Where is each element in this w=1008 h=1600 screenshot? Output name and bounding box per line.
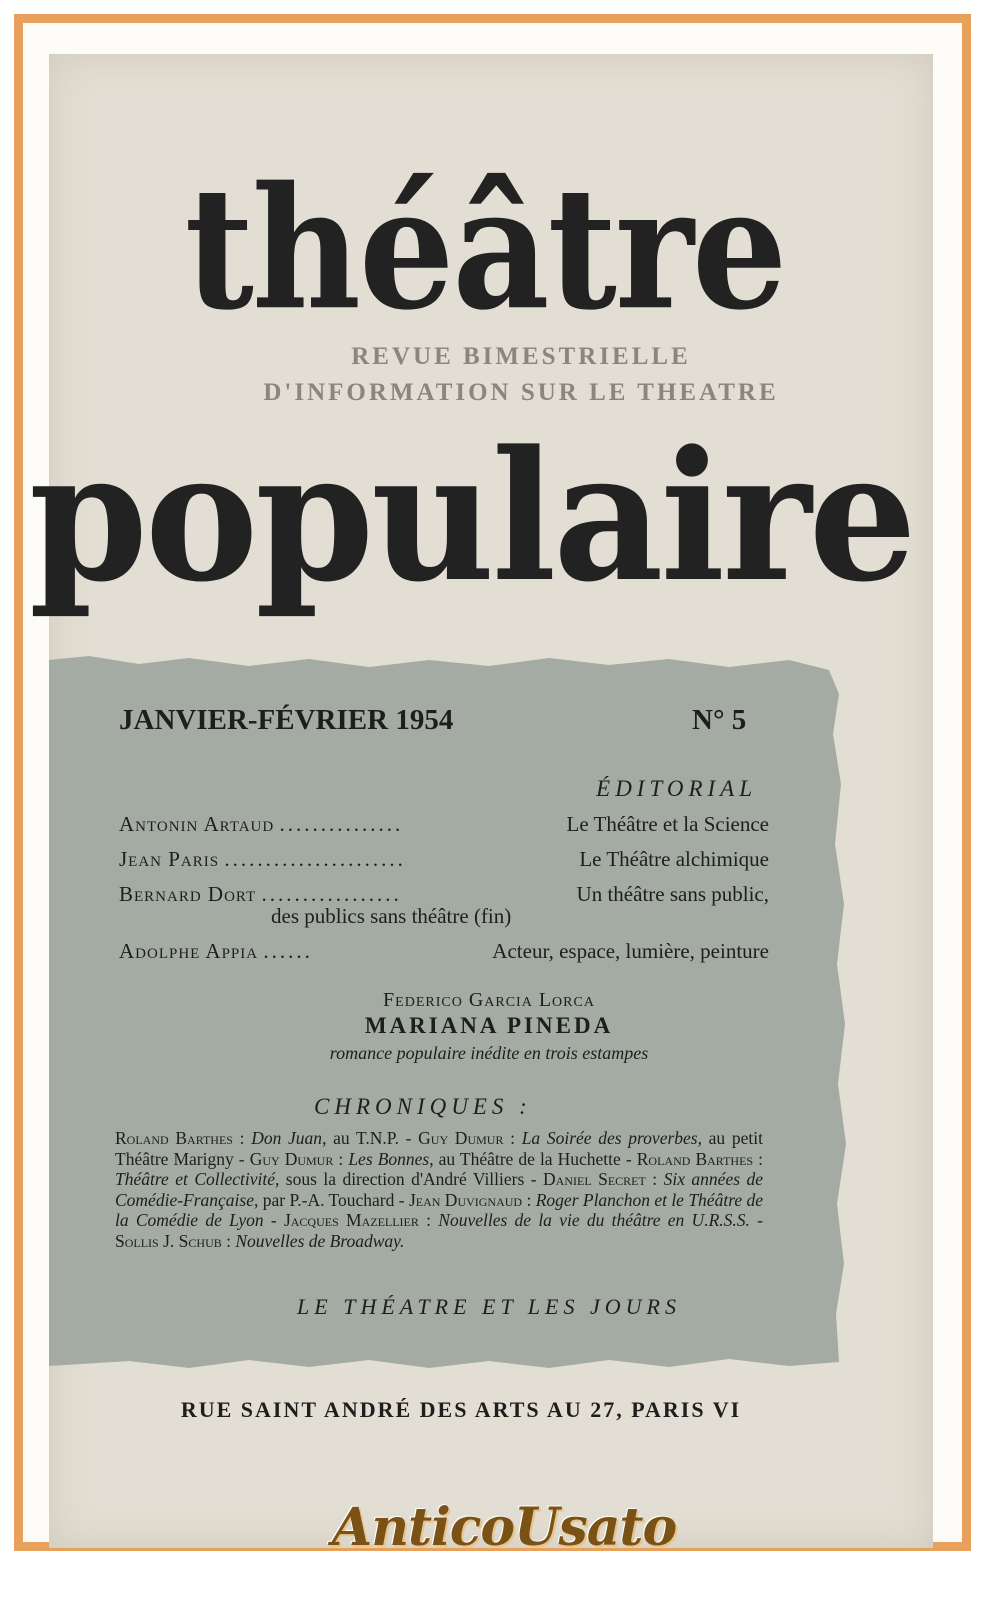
chronique-segment: : <box>232 1128 252 1148</box>
chronique-segment: , au Théâtre de la Huchette - <box>429 1148 637 1169</box>
feature-subtitle: romance populaire inédite en trois estampes <box>329 1043 649 1063</box>
toc-entry <box>119 812 769 837</box>
chronique-segment: : <box>753 1148 763 1169</box>
toc-leader: ...................... <box>224 847 406 871</box>
title-theatre: théâtre <box>184 150 786 348</box>
anticousato-watermark-logo: AnticoUsato <box>331 1497 677 1558</box>
contents-panel <box>49 654 849 1374</box>
chronique-segment: Nouvelles de Broadway. <box>235 1230 405 1251</box>
chronique-segment: : <box>503 1128 522 1148</box>
publisher-address: RUE SAINT ANDRÉ DES ARTS AU 27, PARIS VI <box>180 1397 742 1422</box>
toc-author: Jean Paris <box>119 847 220 871</box>
contents-text <box>49 654 849 1374</box>
chronique-segment: Six années de Comédie-Française <box>115 1169 763 1210</box>
closing-line: LE THÉATRE ET LES JOURS <box>297 1294 681 1319</box>
chronique-segment: : <box>221 1230 236 1251</box>
chronique-segment: , par P.-A. Touchard - <box>254 1189 409 1210</box>
chronique-segment: Théâtre et Collectivité <box>115 1169 275 1189</box>
chronique-segment: : <box>333 1148 349 1169</box>
chroniques-paragraph <box>115 1128 763 1251</box>
toc-leader: ............... <box>279 812 404 836</box>
subtitle-line-2: D'INFORMATION SUR LE THEATRE <box>263 379 779 406</box>
toc-author: Antonin Artaud <box>119 812 275 836</box>
chronique-segment: - <box>749 1210 763 1230</box>
toc-author: Bernard Dort <box>119 882 257 906</box>
title-populaire: populaire <box>29 412 914 622</box>
chronique-segment: : <box>645 1169 664 1189</box>
chronique-segment: Jean Duvignaud <box>408 1189 523 1210</box>
toc-title: Le Théâtre et la Science <box>566 812 769 836</box>
chronique-segment: Roger Planchon et le Théâtre de la Comédie de Lyon <box>115 1189 764 1230</box>
toc-title: Le Théâtre alchimique <box>579 847 769 871</box>
chronique-segment: Roland Barthes <box>115 1128 233 1148</box>
feature-title: MARIANA PINEDA <box>364 1013 614 1038</box>
issue-number: N° 5 <box>692 704 747 736</box>
chronique-segment: Jacques Mazellier <box>283 1210 419 1230</box>
chronique-segment: Don Juan <box>251 1128 323 1148</box>
toc-entry <box>119 939 769 964</box>
chronique-segment: - <box>263 1210 284 1230</box>
chronique-segment: Guy Dumur <box>249 1148 334 1169</box>
chronique-segment: Guy Dumur <box>418 1128 504 1148</box>
editorial-heading: ÉDITORIAL <box>596 776 757 801</box>
toc-entry <box>119 847 769 872</box>
chronique-segment: Daniel Secret <box>543 1169 646 1189</box>
toc-title: Acteur, espace, lumière, peinture <box>492 939 769 963</box>
toc-title: Un théâtre sans public, <box>576 882 769 906</box>
feature-author: Federico Garcia Lorca <box>383 989 595 1011</box>
chronique-segment: Roland Barthes <box>636 1148 754 1169</box>
toc-author: Adolphe Appia <box>119 939 259 963</box>
chronique-segment: , au petit Théâtre Marigny - <box>115 1128 763 1169</box>
chronique-segment: Les Bonnes <box>348 1148 430 1169</box>
magazine-cover <box>29 54 933 1548</box>
chronique-segment: : <box>522 1189 536 1210</box>
toc-title-continued: des publics sans théâtre (fin) <box>271 904 512 928</box>
toc-leader: ...... <box>263 939 313 963</box>
toc-leader: ................. <box>261 882 402 906</box>
chronique-segment: Sollis J. Schub <box>115 1230 222 1251</box>
chronique-segment: : <box>418 1210 439 1230</box>
chronique-segment: Nouvelles de la vie du théâtre en U.R.S.S. <box>438 1210 750 1230</box>
chronique-segment: , au T.N.P. - <box>322 1128 419 1148</box>
subtitle-line-1: REVUE BIMESTRIELLE <box>351 343 691 370</box>
chronique-segment: La Soirée des proverbes <box>521 1128 698 1148</box>
issue-date: JANVIER-FÉVRIER 1954 <box>119 704 454 736</box>
chronique-segment: , sous la direction d'André Villiers - <box>274 1169 544 1189</box>
chroniques-heading: CHRONIQUES : <box>314 1094 532 1119</box>
